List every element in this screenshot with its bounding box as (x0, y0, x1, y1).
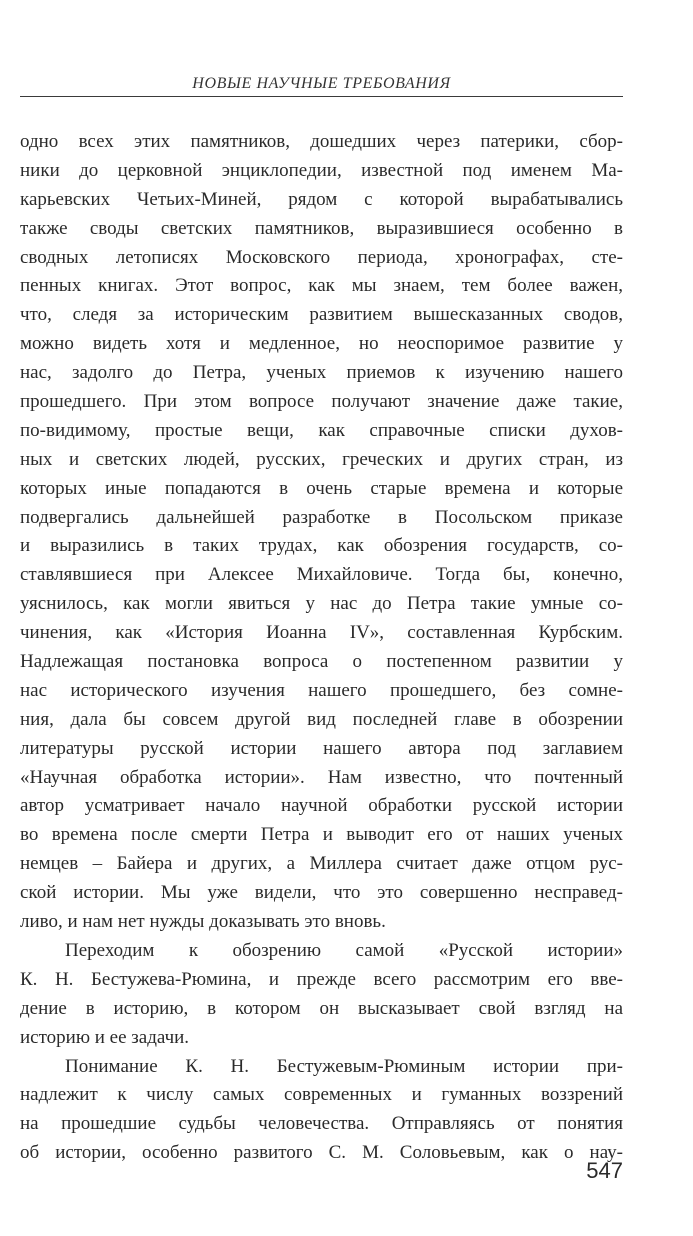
text-line: К. Н. Бестужева-Рюмина, и прежде всего рассмотрим его вве- (20, 968, 623, 990)
text-line: одно всех этих памятников, дошедших через патерики, сбор- (20, 131, 623, 152)
paragraph (20, 1053, 623, 1169)
text-line: по-видимому, простые вещи, как справочные списки духов- (20, 419, 623, 441)
text-line: прошедшего. При этом вопросе получают значение даже такие, (20, 391, 623, 413)
text-line: Переходим к обозрению самой «Русской истории» (65, 939, 623, 961)
text-line: ливо, и нам нет нужды доказывать это вновь. (20, 911, 386, 933)
running-head (20, 72, 623, 97)
text-line: ской истории. Мы уже видели, что это совершенно несправед- (20, 882, 623, 904)
text-line: которых иные попадаются в очень старые времена и которые (20, 477, 623, 499)
text-line: «Научная обработка истории». Нам известно, что почтенный (20, 766, 623, 788)
text-line: ных и светских людей, русских, греческих и других стран, из (20, 448, 623, 470)
text-line: карьевских Четьих-Миней, рядом с которой вырабатывались (20, 188, 623, 210)
body-text (20, 128, 623, 1168)
paragraph (20, 128, 623, 937)
text-line: немцев – Байера и других, а Миллера считает даже отцом рус- (20, 853, 623, 875)
text-line: ники до церковной энциклопедии, известной под именем Ма- (20, 159, 623, 181)
text-line: ния, дала бы совсем другой вид последней главе в обозрении (20, 708, 623, 730)
text-line: на прошедшие судьбы человечества. Отправляясь от понятия (20, 1113, 623, 1135)
text-line: уяснилось, как могли явиться у нас до Петра такие умные со- (20, 593, 623, 615)
text-line: Понимание К. Н. Бестужевым-Рюминым истории при- (65, 1055, 623, 1077)
text-line: об истории, особенно развитого С. М. Соловьевым, как о нау- (20, 1142, 623, 1164)
text-line: нас исторического изучения нашего прошедшего, без сомне- (20, 679, 623, 701)
text-line: также своды светских памятников, выразившиеся особенно в (20, 217, 623, 239)
page-number: 547 (586, 1158, 623, 1183)
text-line: дение в историю, в котором он высказывает свой взгляд на (20, 997, 623, 1019)
text-line: пенных книгах. Этот вопрос, как мы знаем, тем более важен, (20, 275, 623, 297)
text-line: ставлявшиеся при Алексее Михайловиче. Тогда бы, конечно, (20, 564, 623, 586)
text-line: литературы русской истории нашего автора под заглавием (20, 737, 623, 759)
text-line: подвергались дальнейшей разработке в Посольском приказе (20, 506, 623, 528)
text-line: можно видеть хотя и медленное, но неоспоримое развитие у (20, 333, 623, 355)
paragraph (20, 937, 623, 1053)
text-line: и выразились в таких трудах, как обозрения государств, со- (20, 535, 623, 557)
text-line: надлежит к числу самых современных и гуманных воззрений (20, 1084, 623, 1106)
text-line: автор усматривает начало научной обработки русской истории (20, 795, 623, 817)
text-line: что, следя за историческим развитием вышесказанных сводов, (20, 304, 623, 326)
text-line: историю и ее задачи. (20, 1026, 190, 1048)
text-line: чинения, как «История Иоанна IV», составленная Курбским. (20, 622, 623, 644)
running-head-title: НОВЫЕ НАУЧНЫЕ ТРЕБОВАНИЯ (192, 75, 451, 92)
text-line: во времена после смерти Петра и выводит его от наших ученых (20, 824, 623, 846)
text-line: сводных летописях Московского периода, хронографах, сте- (20, 246, 623, 268)
text-line: нас, задолго до Петра, ученых приемов к изучению нашего (20, 362, 623, 384)
text-line: Надлежащая постановка вопроса о постепенном развитии у (20, 651, 623, 673)
